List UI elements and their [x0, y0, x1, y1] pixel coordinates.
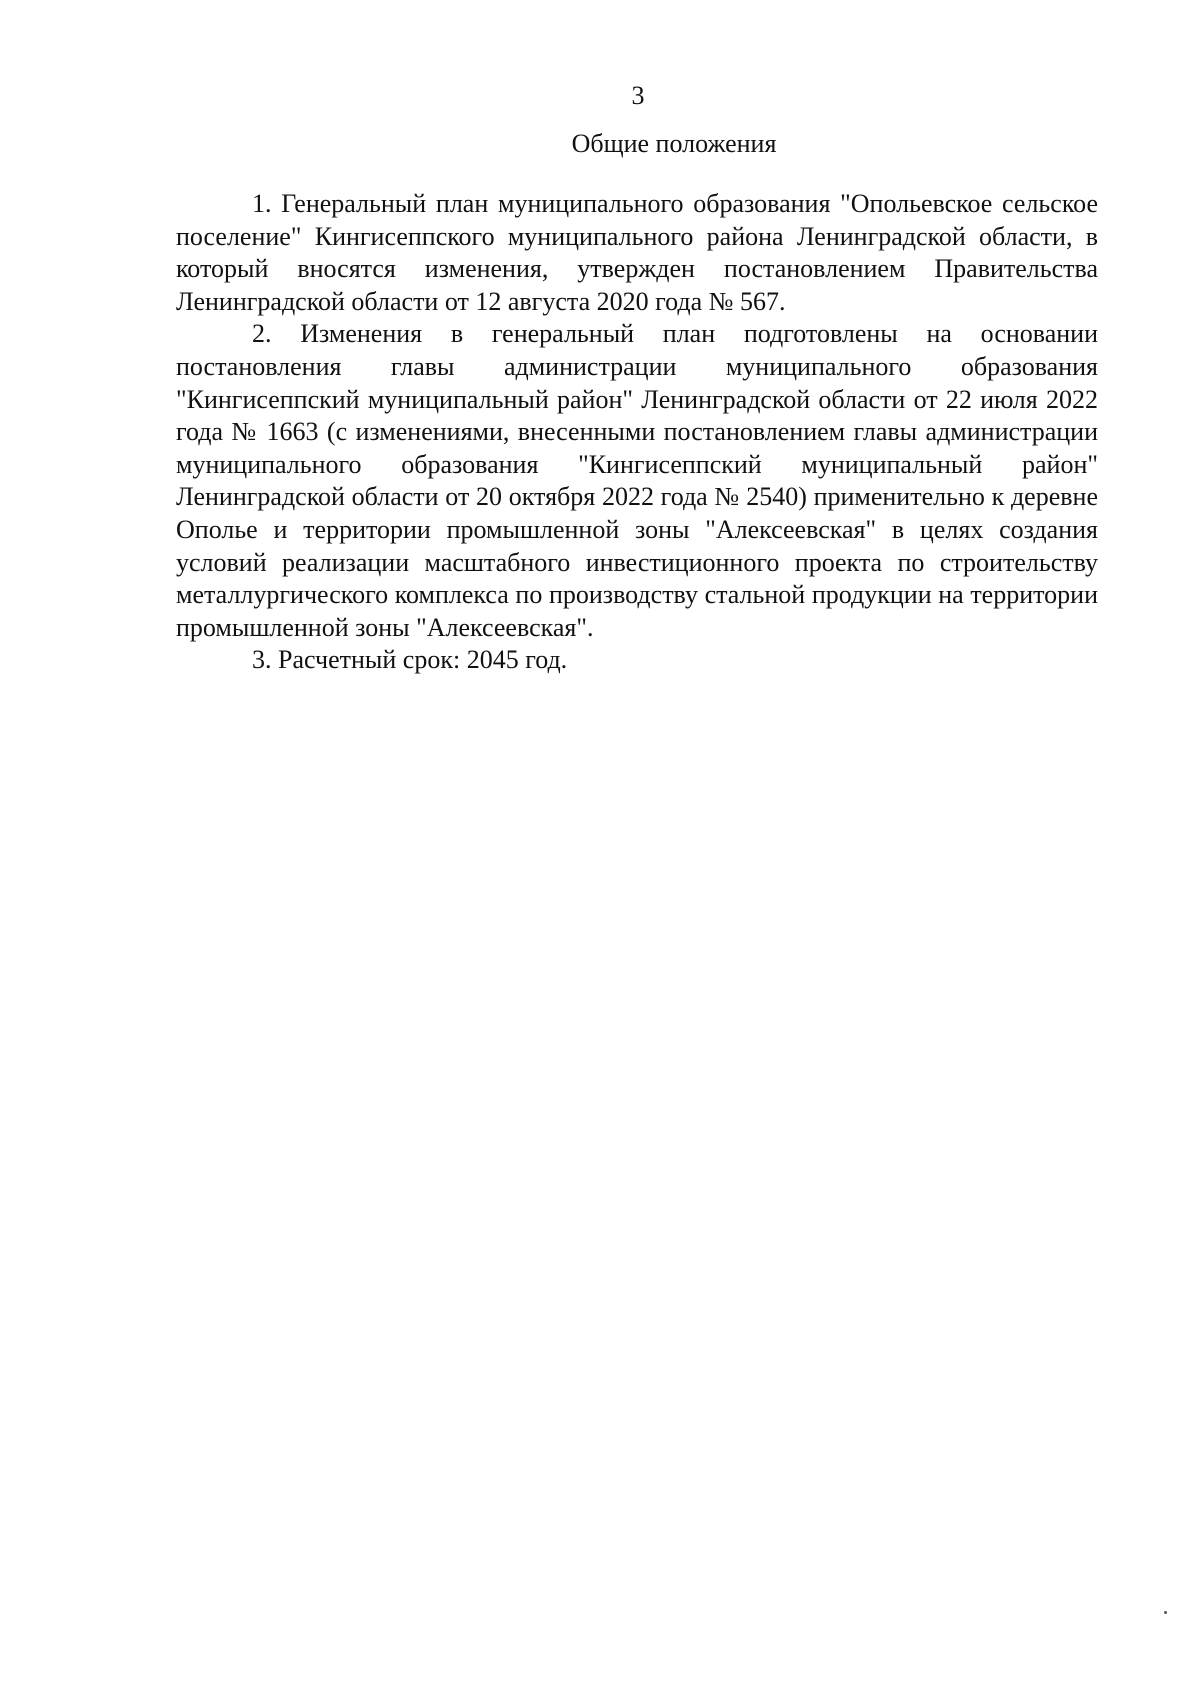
paragraph-1: 1. Генеральный план муниципального образования "Опольевское сельское поселение" Кингисеппского муниципального района Ленинградской области, в который вносятся изменения, утвержден постановлением Правительства Ленинградской области от 12 августа 2020 года № 567.: [176, 189, 1098, 316]
page-number: 3: [631, 81, 645, 110]
section-title: Общие положения: [571, 129, 777, 158]
paragraph-3: 3. Расчетный срок: 2045 год.: [252, 645, 568, 675]
document-body: [176, 188, 1098, 677]
scan-artifact-dot: [1164, 1611, 1167, 1614]
paragraph-2: 2. Изменения в генеральный план подготовлены на основании постановления главы администрации муниципального образования "Кингисеппский муниципальный район" Ленинградской области от 22 июля 2022 года № 1663 (с изменениями, внесенными постановлением главы администрации муниципального образования "Кингисеппский муниципальный район" Ленинградской области от 20 октября 2022 года № 2540) применительно к деревне Ополье и территории промышленной зоны "Алексеевская" в целях создания условий реализации масштабного инвестиционного проекта по строительству металлургического комплекса по производству стальной продукции на территории промышленной зоны "Алексеевская".: [176, 319, 1098, 642]
